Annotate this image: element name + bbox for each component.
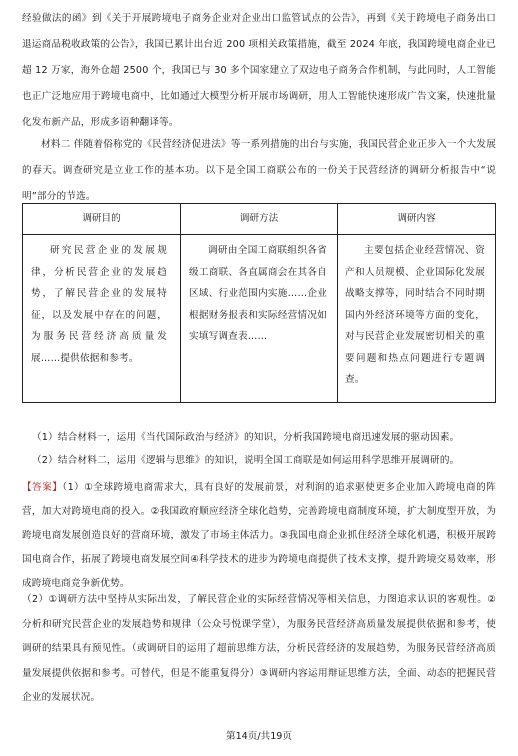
answer-1 xyxy=(22,476,496,596)
answer-2: （2）①调研方法中坚持从实际出发，了解民营企业的实际经营情况等相关信息，力图追求认识的客观性。②分析和研究民营企业的发展趋势和规律（公众号悦课学堂），为服务民营经济高质量发展提供依据和参考，使调研的结果具有预见性。（或调研目的运用了超前思维方法，分析民营经济的发展趋势，为服务民营经济高质量发展提供依据和参考。可替代，但是不能重复得分）③调研内容运用辩证思维方法，全面、动态的把握民营企业的发展状况。 xyxy=(22,594,496,703)
table-header-content: 调研内容 xyxy=(397,213,436,224)
table-header-method: 调研方法 xyxy=(239,213,279,224)
answer-tag: 【答案】 xyxy=(22,482,63,493)
question-1: （1）结合材料一，运用《当代国际政治与经济》的知识，分析我国跨境电商迅速发展的驱动因素。 xyxy=(32,432,460,443)
material-two-paragraph: 材料二 伴随着俗称党的《民营经济促进法》等一系列措施的出台与实施，我国民营企业正步入一个大发展的春天。调查研究是立业工作的基本功。以下是全国工商联公布的一份关于民营经济的调研分析报告中“说明”部分的节选。 xyxy=(22,139,496,202)
page-number-footer: 第14页/共19页 xyxy=(225,731,293,742)
survey-table xyxy=(22,203,496,403)
material-one-continued-paragraph: 经验做法的函》到《关于开展跨境电子商务企业对企业出口监管试点的公告》，再到《关于跨境电子商务出口退运商品税收政策的公告》，我国已累计出台近 200 项相关政策措施，截至 2024 年底，我国跨境电商企业已超 12 万家，海外仓超 2500 个，我国已与 30 多个国家建立了双边电子商务合作机制，与此同时，人工智能也正广泛地应用于跨境电商中，比如通过大模型分析开展市场调研，用人工智能快速形成广告文案，快速批量化发布新产品，形成多语种翻译等。 xyxy=(22,13,496,128)
question-2: （2）结合材料二，运用《逻辑与思维》的知识，说明全国工商联是如何运用科学思维开展调研的。 xyxy=(32,455,460,466)
table-header-purpose: 调研目的 xyxy=(82,213,121,224)
table-cell-method: 调研由全国工商联组织各省级工商联、各直属商会在其各自区域、行业范围内实施……企业根据财务报表和实际经营情况如实填写调查表…… xyxy=(189,245,327,342)
table-cell-content: 主要包括企业经营情况、资产和人员规模、企业国际化发展战略支撑等，同时结合不同时期国内外经济环境等方面的变化，对与民营企业发展密切相关的重要问题和热点问题进行专题调查。 xyxy=(345,245,485,385)
table-cell-purpose: 研究民营企业的发展规律，分析民营企业的发展趋势，了解民营企业的发展特征，以及发展中存在的问题，为服务民营经济高质量发展……提供依据和参考。 xyxy=(31,245,167,364)
answer-1-text: （1）①全球跨境电商需求大，具有良好的发展前景，对利润的追求驱使更多企业加入跨境电商的阵营，加大对跨境电商的投入。②我国政府顺应经济全球化趋势，完善跨境电商制度环境，扩大制度型开放，为跨境电商发展创造良好的营商环境，激发了市场主体活力。③我国电商企业抓住经济全球化机遇，积极开展跨国电商合作，拓展了跨境电商发展空间④科学技术的进步为跨境电商提供了技术支撑，提升跨境交易效率，形成跨境电商竞争新优势。 xyxy=(22,482,496,589)
